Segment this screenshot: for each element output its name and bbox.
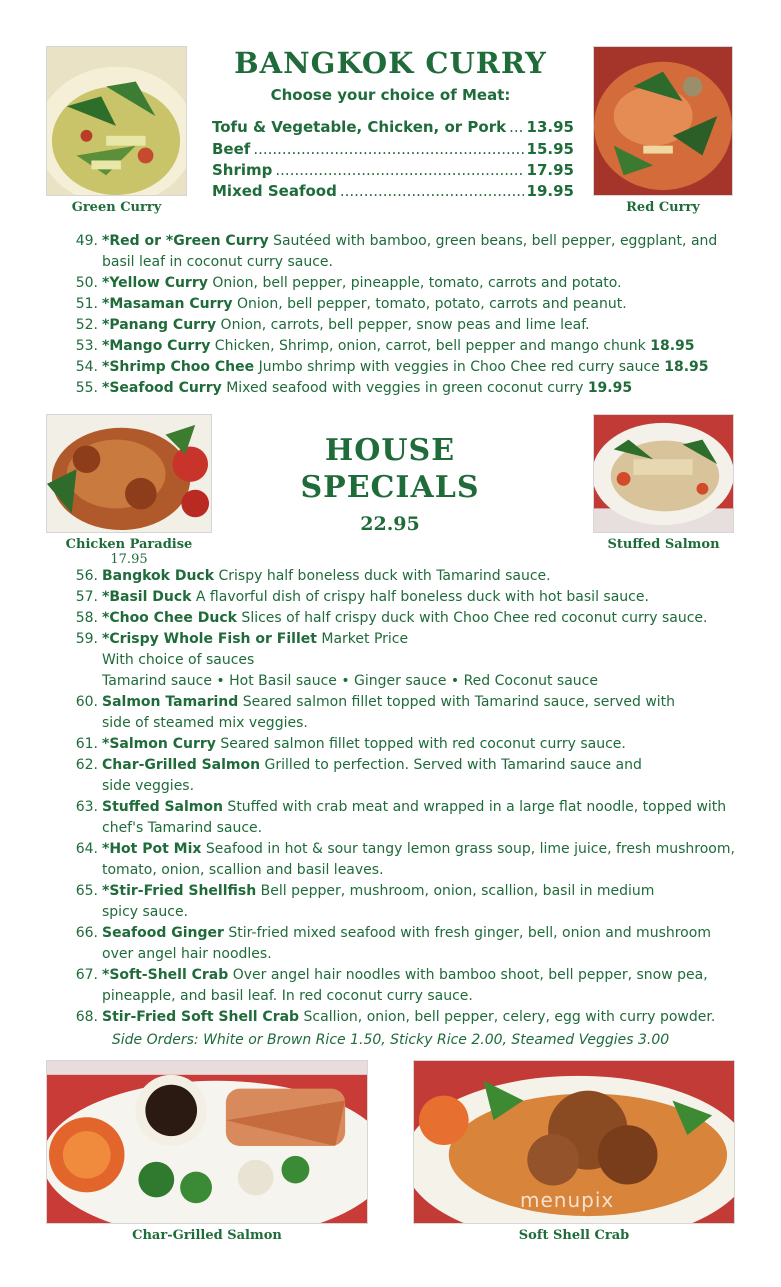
item-desc: Market Price (316, 631, 409, 647)
item-desc: Grilled to perfection. Served with Tamarind sauce and side veggies. (102, 757, 642, 794)
item-desc: Stuffed with crab meat and wrapped in a large flat noodle, topped with chef's Tamarind sauce. (102, 799, 727, 836)
green-curry-caption: Green Curry (71, 200, 162, 215)
item-body (102, 965, 746, 1007)
menu-item (66, 273, 746, 294)
item-body (102, 881, 746, 923)
item-desc: Sautéed with bamboo, green beans, bell pepper, eggplant, and basil leaf in coconut curry sauce. (102, 233, 718, 270)
leader-dots (340, 182, 524, 203)
item-body (102, 273, 746, 294)
price-row-tofu-chicken-pork (212, 118, 574, 139)
item-name: *Yellow Curry (102, 275, 208, 291)
menu-item (66, 608, 746, 629)
item-number: 58. (75, 610, 98, 626)
item-name: *Shrimp Choo Chee (102, 359, 255, 375)
chicken-paradise-price: 17.95 (110, 552, 148, 567)
item-desc: Mixed seafood with veggies in green coconut curry (221, 380, 588, 396)
leader-dots (275, 161, 523, 182)
item-body (102, 692, 746, 734)
item-name: Stir-Fried Soft Shell Crab (102, 1009, 300, 1025)
menu-item (66, 1007, 746, 1028)
item-body (102, 797, 746, 839)
item-desc: Seafood in hot & sour tangy lemon grass soup, lime juice, fresh mushroom, tomato, onion, scallion and basil leaves. (102, 841, 735, 878)
item-name: *Mango Curry (102, 338, 211, 354)
item-name: *Masaman Curry (102, 296, 233, 312)
specials-title-line2: SPECIALS (300, 470, 480, 505)
menu-item (66, 734, 746, 755)
item-body (102, 357, 746, 378)
item-price: 19.95 (587, 380, 633, 396)
item-name: *Basil Duck (102, 589, 192, 605)
red-curry-photo (593, 46, 733, 196)
price-row-beef (212, 140, 574, 161)
chicken-paradise-caption (46, 537, 212, 567)
item-number: 68. (75, 1009, 98, 1025)
item-name: *Panang Curry (102, 317, 217, 333)
item-desc: Slices of half crispy duck with Choo Chee red coconut curry sauce. (236, 610, 708, 626)
chicken-paradise-name: Chicken Paradise (65, 537, 193, 552)
item-desc: Chicken, Shrimp, onion, carrot, bell pepper and mango chunk (210, 338, 651, 354)
green-curry-photo (46, 46, 187, 196)
item-number: 62. (75, 757, 98, 773)
item-number: 67. (75, 967, 98, 983)
item-desc: Bell pepper, mushroom, onion, scallion, basil in medium spicy sauce. (102, 883, 655, 920)
item-body (102, 587, 746, 608)
item-desc: Over angel hair noodles with bamboo shoot, bell pepper, snow pea, pineapple, and basil leaf. In red coconut curry sauce. (102, 967, 708, 1004)
item-number: 50. (75, 275, 98, 291)
stuffed-salmon-caption: Stuffed Salmon (607, 537, 720, 552)
item-name: Seafood Ginger (102, 925, 224, 941)
item-number: 55. (75, 380, 98, 396)
item-body (102, 378, 746, 399)
char-grilled-salmon-photo (46, 1060, 368, 1224)
price-row-label: Mixed Seafood (212, 182, 337, 200)
item-desc: Onion, bell pepper, pineapple, tomato, carrots and potato. (207, 275, 622, 291)
menu-item (66, 315, 746, 336)
price-row-label: Tofu & Vegetable, Chicken, or Pork (212, 118, 507, 136)
menu-item (66, 881, 746, 923)
item-body (102, 231, 746, 273)
stuffed-salmon-photo (593, 414, 734, 533)
item-body (102, 755, 746, 797)
item-desc: Stir-fried mixed seafood with fresh ginger, bell, onion and mushroom over angel hair noodles. (102, 925, 711, 962)
item-name: *Soft-Shell Crab (102, 967, 229, 983)
item-name: *Stir-Fried Shellfish (102, 883, 257, 899)
curry-section-title: BANGKOK CURRY (234, 46, 547, 80)
item-desc: Seared salmon fillet topped with red coconut curry sauce. (215, 736, 626, 752)
item-body (102, 839, 746, 881)
item-desc: Onion, bell pepper, tomato, potato, carrots and peanut. (232, 296, 627, 312)
leader-dots (509, 118, 523, 139)
item-name: Stuffed Salmon (102, 799, 223, 815)
item-name: *Red or *Green Curry (102, 233, 269, 249)
chicken-paradise-photo (46, 414, 212, 533)
item-sauce-options: Tamarind sauce • Hot Basil sauce • Ginger sauce • Red Coconut sauce (102, 673, 598, 689)
item-price: 18.95 (664, 359, 709, 375)
item-number: 65. (75, 883, 98, 899)
item-desc: Jumbo shrimp with veggies in Choo Chee red curry sauce (254, 359, 665, 375)
item-name: *Choo Chee Duck (102, 610, 237, 626)
item-body (102, 336, 746, 357)
item-body (102, 923, 746, 965)
item-extra-line: With choice of sauces (102, 652, 255, 668)
menu-item (66, 336, 746, 357)
item-name: *Salmon Curry (102, 736, 216, 752)
specials-items-list (66, 566, 746, 1028)
item-body (102, 734, 746, 755)
menu-item (66, 629, 746, 692)
menu-item (66, 378, 746, 399)
item-number: 52. (75, 317, 98, 333)
item-number: 57. (75, 589, 98, 605)
item-body (102, 608, 746, 629)
price-row-shrimp (212, 161, 574, 182)
price-row-mixed-seafood (212, 182, 574, 203)
item-desc: A flavorful dish of crispy half boneless duck with hot basil sauce. (191, 589, 649, 605)
item-name: Char-Grilled Salmon (102, 757, 261, 773)
item-body (102, 566, 746, 587)
item-number: 51. (75, 296, 98, 312)
item-desc: Crispy half boneless duck with Tamarind sauce. (214, 568, 551, 584)
item-number: 59. (75, 631, 98, 647)
item-number: 54. (75, 359, 98, 375)
item-number: 60. (75, 694, 98, 710)
menu-item (66, 923, 746, 965)
item-number: 64. (75, 841, 98, 857)
curry-section-subtitle: Choose your choice of Meat: (270, 86, 511, 104)
item-name: Salmon Tamarind (102, 694, 239, 710)
item-body (102, 1007, 746, 1028)
char-grilled-salmon-caption: Char-Grilled Salmon (132, 1228, 282, 1243)
item-desc: Scallion, onion, bell pepper, celery, egg with curry powder. (299, 1009, 716, 1025)
menu-item (66, 839, 746, 881)
menu-item (66, 566, 746, 587)
item-desc: Onion, carrots, bell pepper, snow peas and lime leaf. (216, 317, 590, 333)
menu-item (66, 231, 746, 273)
price-row-label: Shrimp (212, 161, 273, 179)
menu-item (66, 965, 746, 1007)
item-name: *Hot Pot Mix (102, 841, 202, 857)
soft-shell-crab-caption: Soft Shell Crab (518, 1228, 630, 1243)
price-row-price: 13.95 (526, 118, 574, 136)
item-body (102, 294, 746, 315)
menu-item (66, 692, 746, 734)
menu-item (66, 294, 746, 315)
curry-items-list (66, 231, 746, 399)
watermark: menupix (520, 1188, 615, 1212)
specials-title-line1: HOUSE (324, 433, 456, 468)
item-number: 56. (75, 568, 98, 584)
item-price: 18.95 (650, 338, 695, 354)
specials-price: 22.95 (360, 513, 420, 535)
item-number: 66. (75, 925, 98, 941)
item-body (102, 629, 746, 692)
item-name: Bangkok Duck (102, 568, 215, 584)
side-orders-note: Side Orders: White or Brown Rice 1.50, Sticky Rice 2.00, Steamed Veggies 3.00 (111, 1032, 670, 1048)
price-row-price: 17.95 (526, 161, 574, 179)
menu-item (66, 797, 746, 839)
leader-dots (253, 140, 523, 161)
item-body (102, 315, 746, 336)
price-row-price: 19.95 (526, 182, 574, 200)
item-name: *Seafood Curry (102, 380, 222, 396)
item-number: 61. (75, 736, 98, 752)
item-number: 63. (75, 799, 98, 815)
item-name: *Crispy Whole Fish or Fillet (102, 631, 317, 647)
menu-item (66, 755, 746, 797)
red-curry-caption: Red Curry (626, 200, 700, 215)
menu-item (66, 587, 746, 608)
item-number: 53. (75, 338, 98, 354)
item-number: 49. (75, 233, 98, 249)
price-row-label: Beef (212, 140, 251, 158)
price-row-price: 15.95 (526, 140, 574, 158)
item-desc: Seared salmon fillet topped with Tamarind sauce, served with side of steamed mix veggies. (102, 694, 676, 731)
menu-item (66, 357, 746, 378)
